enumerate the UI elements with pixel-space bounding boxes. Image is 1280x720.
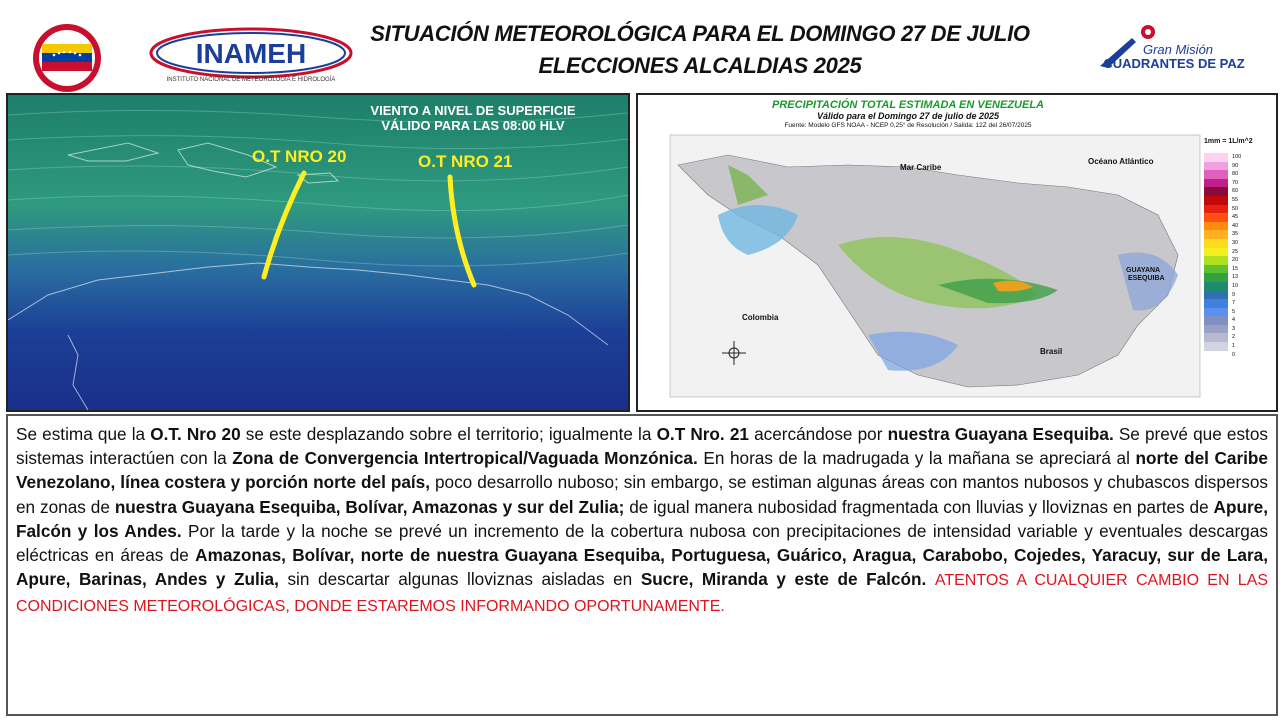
desc-text: En horas de la madrugada y la mañana se apreciará al (697, 448, 1136, 469)
caption-line-1: VIENTO A NIVEL DE SUPERFICIE (370, 103, 576, 118)
surface-wind-map (6, 93, 630, 412)
label-colombia: Colombia (742, 313, 779, 322)
desc-text: acercándose por (748, 424, 888, 444)
legend-value: 7 (1232, 300, 1236, 307)
desc-text: Por la tarde y la noche se prevé un incremento de la cobertura nubosa con precipitaciones de intensidad variable y eventuales descargas eléctricas en áreas de (16, 520, 1268, 566)
legend-swatch (1204, 308, 1228, 317)
legend-value: 25 (1232, 248, 1239, 255)
desc-bold: O.T. Nro 20 (150, 424, 241, 444)
desc-bold: Zona de Convergencia Intertropical/Vaguada Monzónica. (232, 448, 698, 469)
legend-value: 4 (1232, 317, 1236, 324)
desc-bold: Sucre, Miranda y este de Falcón. (640, 569, 927, 590)
legend-value: 0 (1232, 351, 1236, 358)
desc-bold: Amazonas, Bolívar, norte de nuestra Guayana Esequiba, Portuguesa, Guárico, Aragua, Carabobo, Cojedes, Yaracuy, sur de Lara, Apure, Barinas, Andes y Zulia, (16, 545, 1268, 590)
desc-text: Se estima que la (16, 424, 151, 444)
precip-legend-labels (1232, 153, 1241, 359)
legend-value: 55 (1232, 196, 1239, 203)
precip-title: PRECIPITACIÓN TOTAL ESTIMADA EN VENEZUELA (772, 99, 1044, 111)
government-logo (22, 22, 112, 94)
legend-swatch (1204, 230, 1228, 239)
legend-swatch (1204, 273, 1228, 282)
svg-text:INAMEH: INAMEH (195, 38, 307, 69)
legend-value: 2 (1232, 334, 1236, 341)
legend-swatch (1204, 299, 1228, 308)
svg-text:INSTITUTO NACIONAL DE METEOROL: INSTITUTO NACIONAL DE METEOROLOGÍA E HIDROLOGÍA (166, 77, 336, 83)
desc-alert: ATENTOS A CUALQUIER CAMBIO EN LAS CONDICIONES METEOROLÓGICAS, DONDE ESTAREMOS INFORMANDO OPORTUNAMENTE. (16, 572, 1269, 616)
legend-value: 60 (1232, 188, 1239, 195)
forecast-description (6, 414, 1278, 716)
legend-value: 45 (1232, 214, 1239, 221)
legend-value: 1 (1232, 343, 1236, 350)
legend-swatch (1204, 248, 1228, 257)
legend-value: 9 (1232, 291, 1236, 298)
desc-text: Se prevé que estos sistemas interactúen con la (16, 424, 1268, 469)
caption-line-2: VÁLIDO PARA LAS 08:00 HLV (381, 118, 565, 133)
legend-swatch (1204, 222, 1228, 231)
legend-swatch (1204, 213, 1228, 222)
ot21-label: O.T NRO 21 (418, 152, 513, 171)
title-line-1: SITUACIÓN METEOROLÓGICA PARA EL DOMINGO 27 DE JULIO (370, 21, 1030, 46)
desc-text: poco desarrollo nuboso; sin embargo, se estiman algunas áreas con mantos nubosos y chubascos dispersos en zonas de (16, 472, 1268, 517)
legend-value: 50 (1232, 205, 1239, 212)
legend-swatch (1204, 170, 1228, 179)
legend-swatch (1204, 291, 1228, 300)
label-brasil: Brasil (1040, 347, 1063, 356)
legend-value: 80 (1232, 171, 1239, 178)
label-esequiba: ESEQUIBA (1128, 275, 1165, 282)
legend-swatch (1204, 282, 1228, 291)
legend-swatch (1204, 316, 1228, 325)
precipitation-map (636, 93, 1278, 412)
desc-bold: norte del Caribe Venezolano, línea costera y porción norte del país, (16, 448, 1268, 493)
wind-map-image (8, 95, 628, 410)
legend-value: 30 (1232, 239, 1239, 246)
legend-value: 5 (1232, 308, 1236, 315)
legend-value: 13 (1232, 274, 1239, 281)
ot20-label: O.T NRO 20 (252, 147, 347, 166)
legend-swatch (1204, 153, 1228, 162)
legend-value: 90 (1232, 162, 1239, 169)
precipitation-map-image (638, 95, 1276, 410)
title-line-2: ELECCIONES ALCALDIAS 2025 (538, 53, 862, 78)
svg-text:Gran Misión: Gran Misión (1142, 42, 1214, 57)
legend-value: 10 (1232, 282, 1239, 289)
legend-swatch (1204, 333, 1228, 342)
precip-subtitle: Válido para el Domingo 27 de julio de 2025 (816, 111, 1000, 121)
legend-value: 3 (1232, 325, 1236, 332)
inameh-logo (148, 26, 354, 84)
page-title (330, 18, 1070, 82)
label-oceano-atlantico: Océano Atlántico (1088, 157, 1154, 166)
wind-map-caption (338, 103, 608, 133)
svg-text:CUADRANTES DE PAZ: CUADRANTES DE PAZ (1103, 56, 1245, 71)
legend-swatch (1204, 205, 1228, 214)
precip-legend (1204, 153, 1228, 359)
legend-value: 100 (1232, 154, 1242, 160)
precip-source: Fuente: Modelo GFS NOAA - NCEP 0,25° de Resolución / Salida: 12Z del 26/07/2025 (784, 122, 1032, 129)
desc-bold: O.T Nro. 21 (656, 424, 749, 444)
legend-swatch (1204, 325, 1228, 334)
precip-unit: 1mm = 1L/m^2 (1204, 138, 1253, 145)
legend-swatch (1204, 179, 1228, 188)
legend-value: 70 (1232, 179, 1239, 186)
legend-swatch (1204, 239, 1228, 248)
legend-value: 40 (1232, 222, 1239, 229)
legend-swatch (1204, 187, 1228, 196)
desc-bold: nuestra Guayana Esequiba. (887, 424, 1114, 444)
legend-swatch (1204, 162, 1228, 171)
legend-swatch (1204, 265, 1228, 274)
desc-text: de igual manera nubosidad fragmentada con lluvias y lloviznas en partes de (624, 496, 1214, 517)
legend-swatch (1204, 196, 1228, 205)
desc-text: sin descartar algunas lloviznas aisladas en (278, 569, 641, 590)
legend-value: 15 (1232, 265, 1239, 272)
legend-swatch (1204, 351, 1228, 360)
label-mar-caribe: Mar Caribe (900, 163, 942, 172)
desc-bold: nuestra Guayana Esequiba, Bolívar, Amazonas y sur del Zulia; (114, 496, 625, 517)
legend-value: 35 (1232, 231, 1239, 238)
desc-bold: Apure, Falcón y los Andes. (16, 496, 1268, 541)
cuadrantes-de-paz-logo (1070, 22, 1260, 82)
legend-value: 20 (1232, 257, 1239, 264)
legend-swatch (1204, 256, 1228, 265)
header (0, 0, 1280, 92)
legend-swatch (1204, 342, 1228, 351)
label-guayana: GUAYANA (1126, 267, 1161, 274)
desc-text: se este desplazando sobre el territorio; igualmente la (240, 424, 657, 444)
